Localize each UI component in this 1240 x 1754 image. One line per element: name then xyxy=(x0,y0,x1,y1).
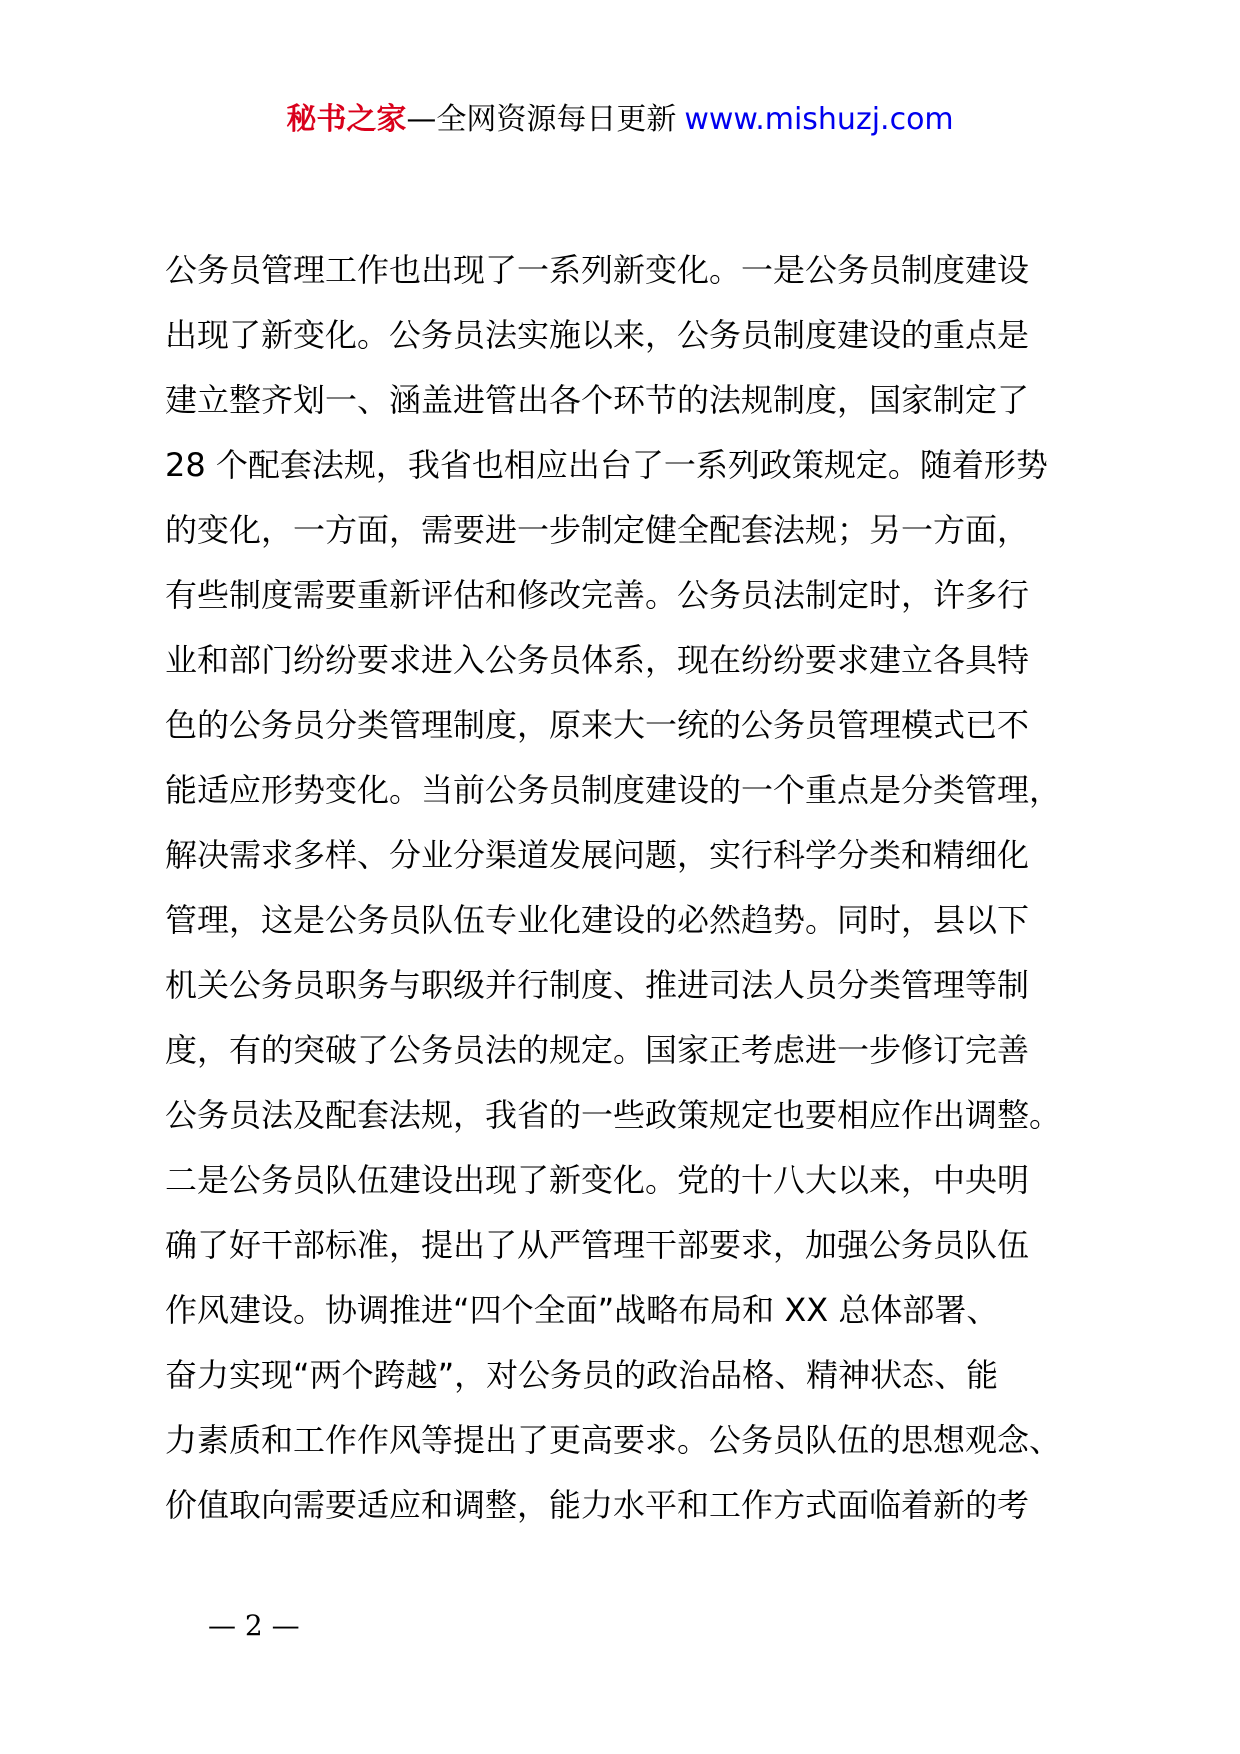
text-line: 管理，这是公务员队伍专业化建设的必然趋势。同时，县以下 xyxy=(165,901,1030,939)
site-header xyxy=(0,98,1240,142)
text-line: 公务员管理工作也出现了一系列新变化。一是公务员制度建设 xyxy=(165,251,1030,289)
text-line: 能适应形势变化。当前公务员制度建设的一个重点是分类管理， xyxy=(165,771,1062,809)
text-line: 出现了新变化。公务员法实施以来，公务员制度建设的重点是 xyxy=(165,316,1030,354)
page-number: — 2 — xyxy=(208,1609,300,1642)
text-line: 作风建设。协调推进“四个全面”战略布局和 XX 总体部署、 xyxy=(165,1291,999,1329)
text-line: 的变化，一方面，需要进一步制定健全配套法规；另一方面， xyxy=(165,511,1030,549)
text-line: 28 个配套法规，我省也相应出台了一系列政策规定。随着形势 xyxy=(165,446,1048,484)
text-line: 有些制度需要重新评估和修改完善。公务员法制定时，许多行 xyxy=(165,576,1030,614)
text-line: 奋力实现“两个跨越”，对公务员的政治品格、精神状态、能 xyxy=(165,1356,999,1394)
text-line: 色的公务员分类管理制度，原来大一统的公务员管理模式已不 xyxy=(165,706,1030,744)
text-line: 解决需求多样、分业分渠道发展问题，实行科学分类和精细化 xyxy=(165,836,1030,874)
text-line: 力素质和工作作风等提出了更高要求。公务员队伍的思想观念、 xyxy=(165,1421,1062,1459)
text-line: 度，有的突破了公务员法的规定。国家正考虑进一步修订完善 xyxy=(165,1031,1030,1069)
brand-name: 秘书之家 xyxy=(286,102,407,137)
text-line: 二是公务员队伍建设出现了新变化。党的十八大以来，中央明 xyxy=(165,1161,1030,1199)
text-line: 业和部门纷纷要求进入公务员体系，现在纷纷要求建立各具特 xyxy=(165,641,1030,679)
document-body xyxy=(165,238,1115,1538)
text-line: 建立整齐划一、涵盖进管出各个环节的法规制度，国家制定了 xyxy=(165,381,1030,419)
text-line: 机关公务员职务与职级并行制度、推进司法人员分类管理等制 xyxy=(165,966,1030,1004)
header-tagline: —全网资源每日更新 xyxy=(406,102,677,137)
text-line: 确了好干部标准，提出了从严管理干部要求，加强公务员队伍 xyxy=(165,1226,1030,1264)
text-line: 价值取向需要适应和调整，能力水平和工作方式面临着新的考 xyxy=(165,1486,1030,1524)
text-line: 公务员法及配套法规，我省的一些政策规定也要相应作出调整。 xyxy=(165,1096,1062,1134)
site-url-link[interactable]: www.mishuzj.com xyxy=(684,102,954,137)
